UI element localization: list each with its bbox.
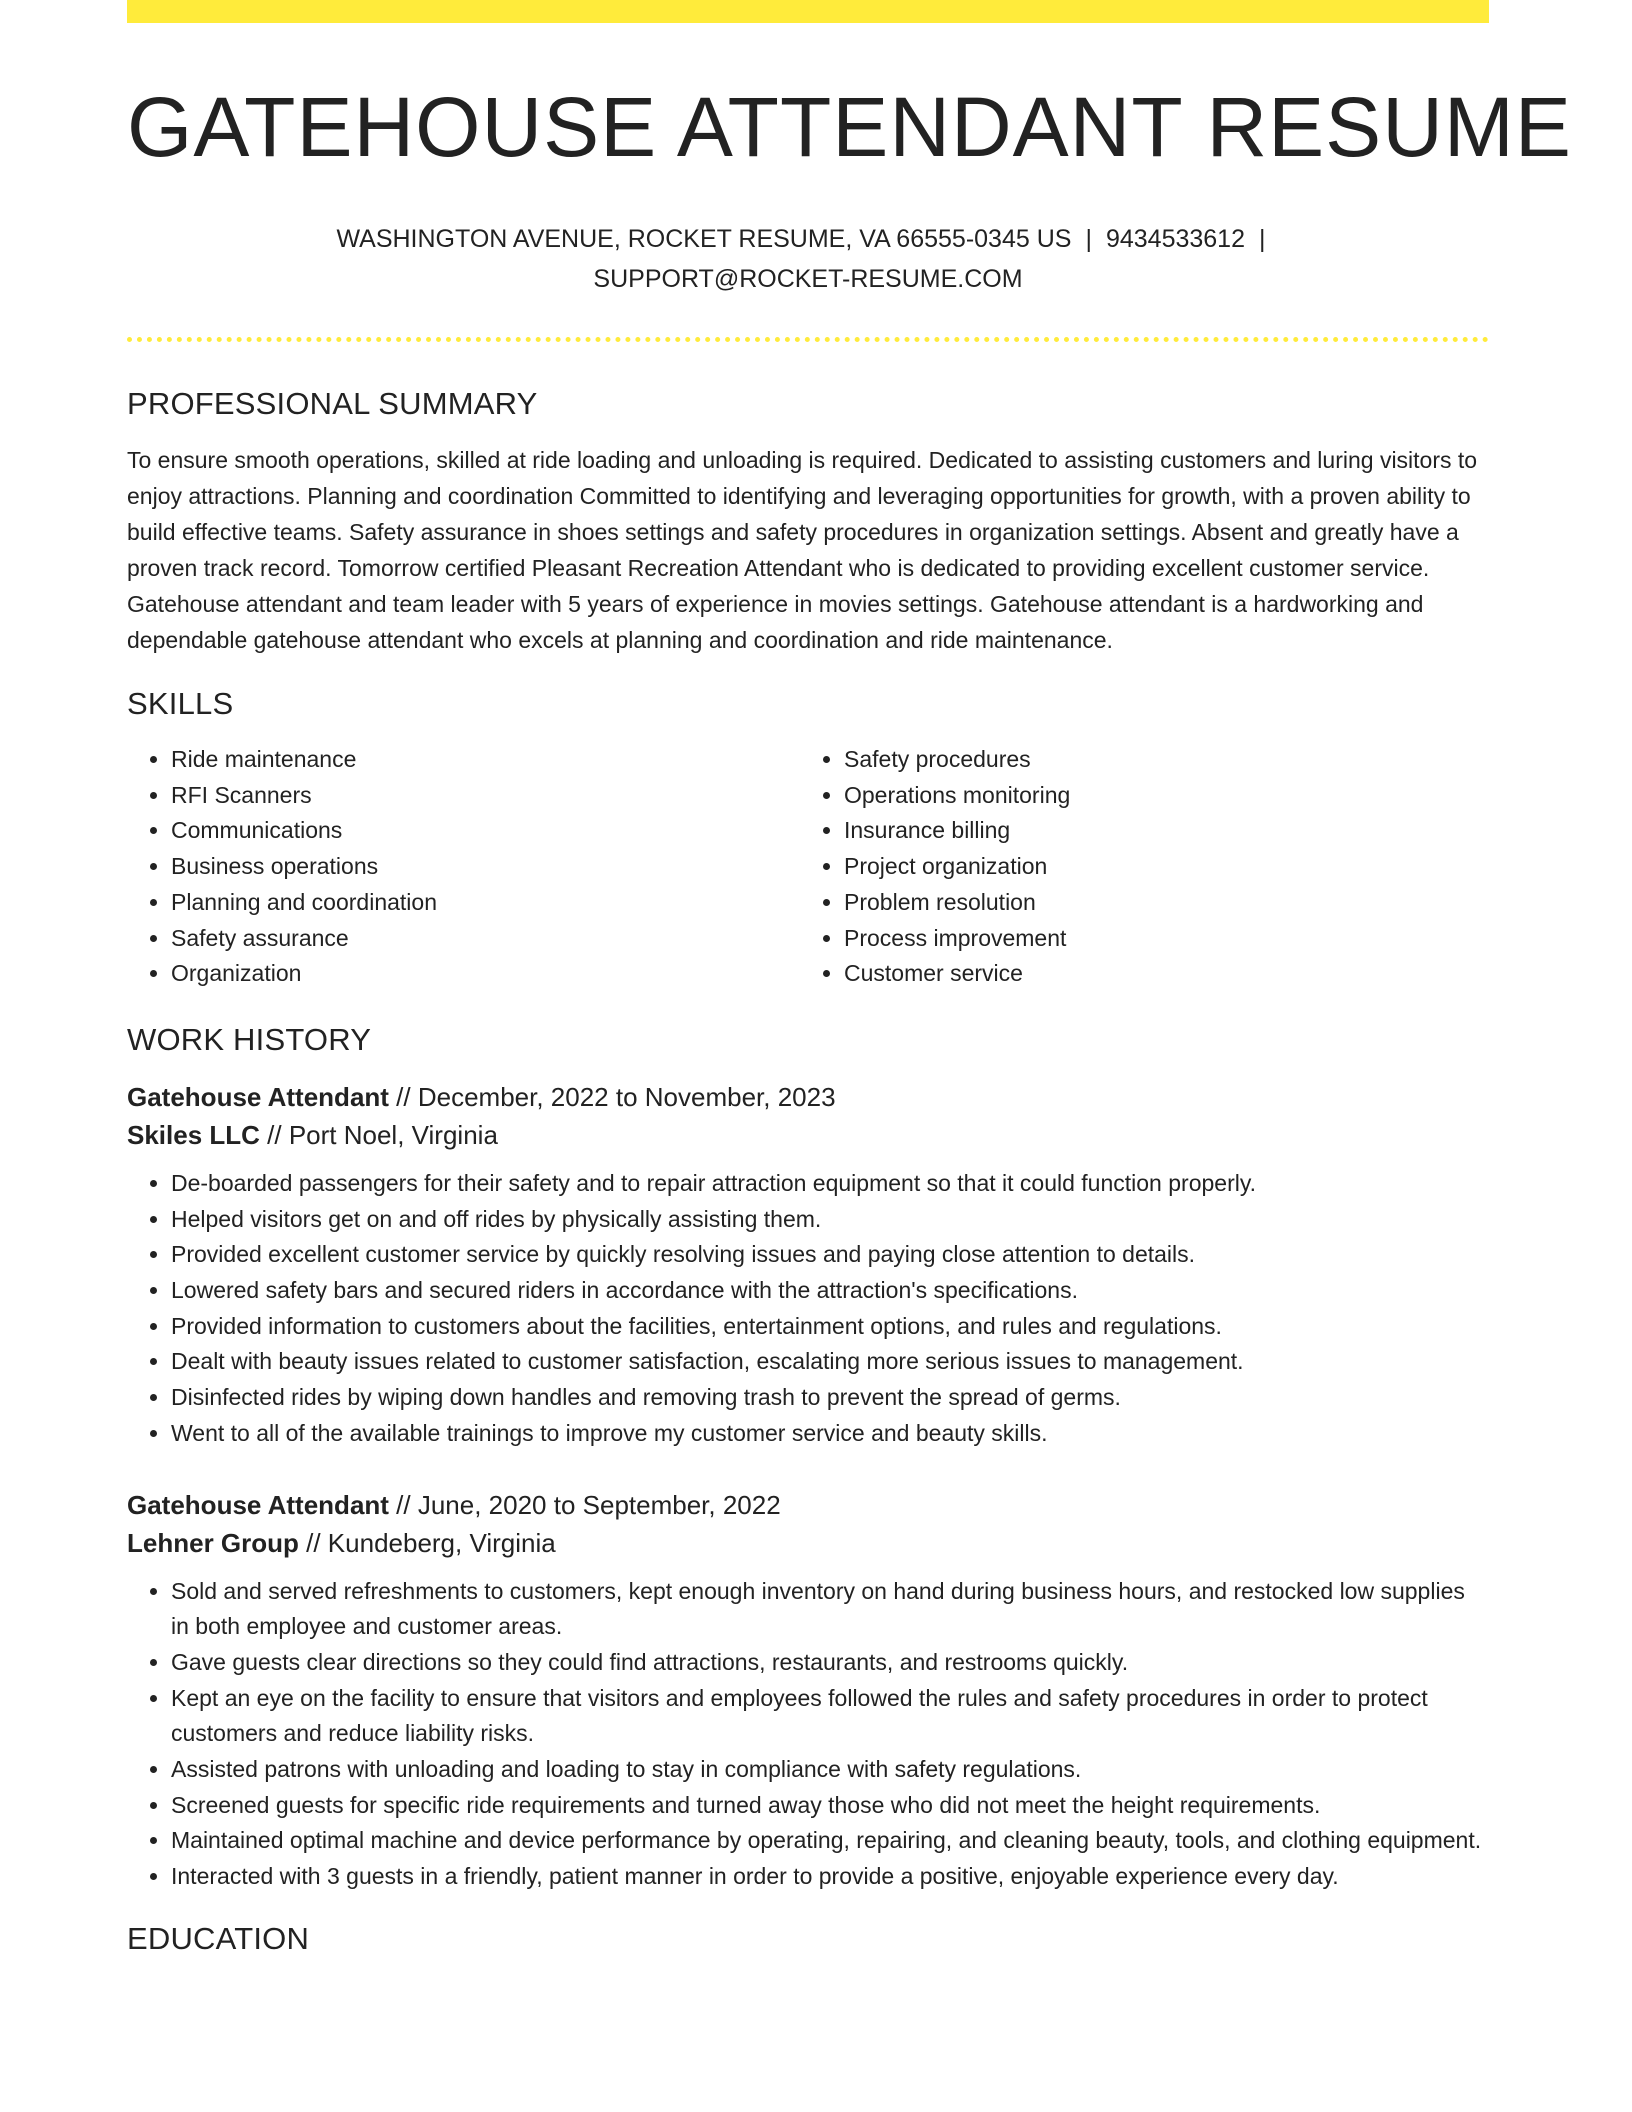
education-heading: EDUCATION [127, 1920, 310, 1956]
job-title-line [127, 1078, 1489, 1116]
job-bullets [127, 1166, 1489, 1452]
skill-item: • Operations monitoring [844, 778, 1473, 814]
job-bullet: • Gave guests clear directions so they could find attractions, restaurants, and restrooms quickly. [171, 1645, 1489, 1681]
contact-email: SUPPORT@ROCKET-RESUME.COM [593, 265, 1023, 293]
header-divider [127, 337, 1489, 342]
contact-phone: 9434533612 [1105, 225, 1245, 253]
skills-column-right [800, 742, 1473, 992]
job-bullet: • Interacted with 3 guests in a friendly, patient manner in order to provide a positive, enjoyable experience every day. [171, 1859, 1489, 1895]
job-bullet: • Dealt with beauty issues related to customer satisfaction, escalating more serious issues to management. [171, 1344, 1489, 1380]
skill-item: • Insurance billing [844, 813, 1473, 849]
top-accent-bar [127, 0, 1489, 23]
contact-separator: | [1085, 225, 1092, 253]
job-location: // Port Noel, Virginia [259, 1119, 498, 1150]
job-company-line [127, 1524, 1489, 1562]
job-entry [127, 1486, 1489, 1895]
job-bullet: • Went to all of the available trainings to improve my customer service and beauty skills. [171, 1416, 1489, 1452]
job-bullet: • Screened guests for specific ride requirements and turned away those who did not meet the height requirements. [171, 1788, 1489, 1824]
skill-item: • Customer service [844, 956, 1473, 992]
skills-heading: SKILLS [127, 686, 234, 721]
skill-item: • Communications [171, 813, 800, 849]
skills-column-left [127, 742, 800, 992]
resume-page [127, 0, 1572, 1957]
skill-item: • Problem resolution [844, 885, 1473, 921]
job-bullet: • Sold and served refreshments to customers, kept enough inventory on hand during business hours, and restocked low supplies in both employee and customer areas. [171, 1574, 1489, 1645]
job-bullet: • Provided information to customers about the facilities, entertainment options, and rules and regulations. [171, 1309, 1489, 1345]
contact-separator: | [1259, 225, 1266, 253]
skills-list [127, 742, 1489, 992]
job-entry [127, 1078, 1489, 1452]
work-history-heading: WORK HISTORY [127, 1021, 372, 1057]
contact-info [127, 219, 1489, 299]
skill-item: • Ride maintenance [171, 742, 800, 778]
resume-title: GATEHOUSE ATTENDANT RESUME [127, 80, 1572, 174]
job-title: Gatehouse Attendant [127, 1081, 389, 1112]
contact-address: WASHINGTON AVENUE, ROCKET RESUME, VA 66555-0345 US [336, 225, 1072, 253]
job-bullet: • De-boarded passengers for their safety and to repair attraction equipment so that it could function properly. [171, 1166, 1489, 1202]
skill-item: • Business operations [171, 849, 800, 885]
contact-line-2 [127, 259, 1489, 299]
summary-heading: PROFESSIONAL SUMMARY [127, 386, 538, 421]
job-bullet: • Maintained optimal machine and device performance by operating, repairing, and cleaning beauty, tools, and clothing equipment. [171, 1823, 1489, 1859]
skill-item: • Safety procedures [844, 742, 1473, 778]
job-bullet: • Provided excellent customer service by quickly resolving issues and paying close attention to details. [171, 1237, 1489, 1273]
contact-line-1 [127, 219, 1489, 259]
job-bullet: • Helped visitors get on and off rides by physically assisting them. [171, 1202, 1489, 1238]
job-location: // Kundeberg, Virginia [298, 1527, 556, 1558]
job-bullet: • Assisted patrons with unloading and loading to stay in compliance with safety regulations. [171, 1752, 1489, 1788]
skill-item: • Organization [171, 956, 800, 992]
job-company: Lehner Group [127, 1527, 299, 1558]
job-bullet: • Kept an eye on the facility to ensure that visitors and employees followed the rules and safety procedures in order to protect customers and reduce liability risks. [171, 1681, 1489, 1752]
skill-item: • Project organization [844, 849, 1473, 885]
job-dates: // December, 2022 to November, 2023 [388, 1081, 836, 1112]
job-dates: // June, 2020 to September, 2022 [388, 1489, 781, 1520]
job-bullets [127, 1574, 1489, 1895]
job-bullet: • Lowered safety bars and secured riders in accordance with the attraction's specifications. [171, 1273, 1489, 1309]
summary-text: To ensure smooth operations, skilled at ride loading and unloading is required. Dedicated to assisting customers and luring visitors to enjoy attractions. Planning and coordination Committed to identifying and leveraging opportunities for growth, with a proven ability to build effective teams. Safety assurance in shoes settings and safety procedures in organization settings. Absent and greatly have a proven track record. Tomorrow certified Pleasant Recreation Attendant who is dedicated to providing excellent customer service. Gatehouse attendant and team leader with 5 years of experience in movies settings. Gatehouse attendant is a hardworking and dependable gatehouse attendant who excels at planning and coordination and ride maintenance. [127, 447, 1478, 653]
skill-item: • Process improvement [844, 921, 1473, 957]
job-bullet: • Disinfected rides by wiping down handles and removing trash to prevent the spread of germs. [171, 1380, 1489, 1416]
job-title-line [127, 1486, 1489, 1524]
job-company: Skiles LLC [127, 1119, 260, 1150]
skill-item: • Planning and coordination [171, 885, 800, 921]
job-title: Gatehouse Attendant [127, 1489, 389, 1520]
skill-item: • RFI Scanners [171, 778, 800, 814]
job-company-line [127, 1116, 1489, 1154]
skill-item: • Safety assurance [171, 921, 800, 957]
